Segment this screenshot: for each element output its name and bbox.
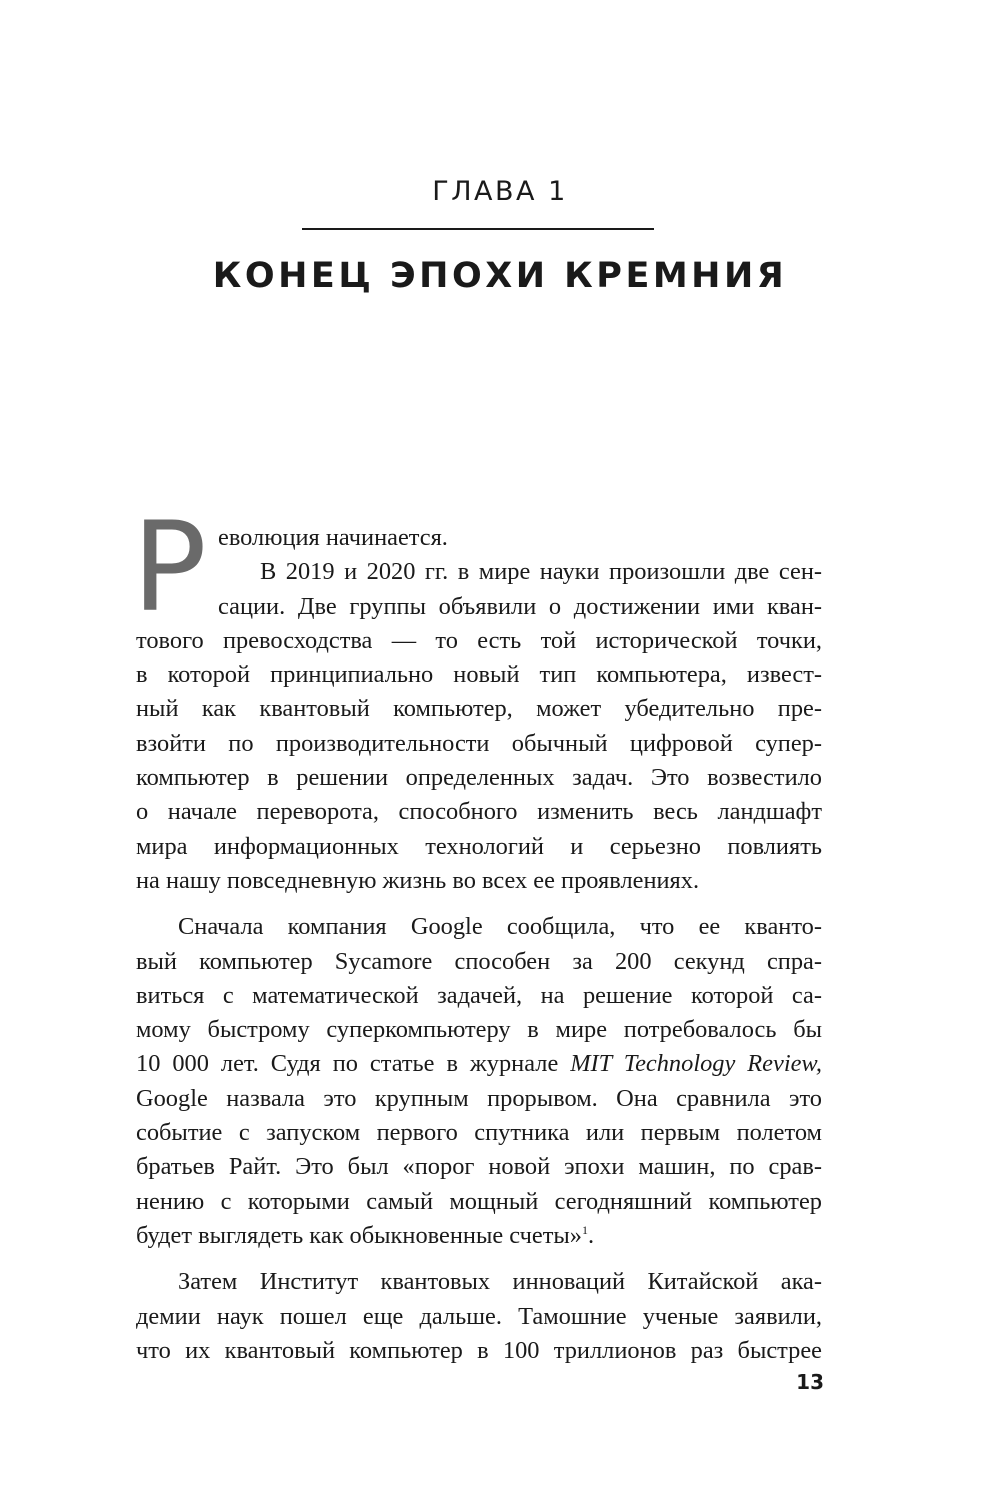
text-line: ный как квантовый компьютер, может убедительно пре- — [136, 695, 822, 723]
text-segment: . — [587, 1221, 595, 1249]
text-line: о начале переворота, способного изменить весь ландшафт — [136, 798, 822, 826]
text-line: мира информационных технологий и серьезно повлиять — [136, 832, 822, 860]
text-line: Google назвала это крупным прорывом. Она сравнила это — [136, 1084, 822, 1112]
chapter-rule — [302, 228, 654, 230]
text-line: Затем Институт квантовых инноваций Китайской ака- — [178, 1268, 822, 1296]
text-line — [136, 1047, 822, 1081]
chapter-title: КОНЕЦ ЭПОХИ КРЕМНИЯ — [212, 256, 788, 296]
text-line: еволюция начинается. — [218, 524, 448, 551]
text-line: на нашу повседневную жизнь во всех ее проявлениях. — [136, 866, 700, 894]
text-line: Сначала компания Google сообщила, что ее кванто- — [178, 913, 822, 941]
drop-cap: Р — [132, 496, 207, 640]
text-line: мому быстрому суперкомпьютеру в мире потребовалось бы — [136, 1016, 822, 1044]
text-line: в которой принципиально новый тип компьютера, извест- — [136, 661, 822, 689]
text-line — [136, 1219, 822, 1253]
chapter-label: ГЛАВА 1 — [432, 176, 568, 207]
text-line: демии наук пошел еще дальше. Тамошние ученые заявили, — [136, 1302, 822, 1330]
text-line: братьев Райт. Это был «порог новой эпохи машин, по срав- — [136, 1153, 822, 1181]
text-line: взойти по производительности обычный цифровой супер- — [136, 729, 822, 757]
paragraph-2 — [136, 555, 822, 898]
text-line: что их квантовый компьютер в 100 триллионов раз быстрее — [136, 1336, 822, 1364]
paragraph-4 — [136, 1265, 822, 1368]
text-line: компьютер в решении определенных задач. Это возвестило — [136, 764, 822, 792]
text-line: тового превосходства — то есть той исторической точки, — [136, 626, 822, 654]
paragraph-3 — [136, 910, 822, 1253]
text-line: нению с которыми самый мощный сегодняшний компьютер — [136, 1187, 822, 1215]
footnote-ref[interactable]: 1 — [581, 1222, 588, 1237]
paragraph-1 — [136, 521, 822, 555]
text-segment: 10 000 лет. Судя по статье в журнале — [136, 1050, 571, 1078]
journal-title: MIT Technology Review, — [570, 1050, 822, 1078]
text-line: событие с запуском первого спутника или первым полетом — [136, 1119, 822, 1147]
text-line: сации. Две группы объявили о достижении ими кван- — [218, 592, 822, 620]
text-line: вый компьютер Sycamore способен за 200 секунд спра- — [136, 947, 822, 975]
text-segment: будет выглядеть как обыкновенные счеты» — [136, 1221, 582, 1249]
text-line: виться с математической задачей, на решение которой са- — [136, 981, 822, 1009]
text-line: В 2019 и 2020 гг. в мире науки произошли две сен- — [260, 558, 822, 586]
page-number: 13 — [796, 1370, 824, 1394]
body-text — [136, 521, 822, 1368]
